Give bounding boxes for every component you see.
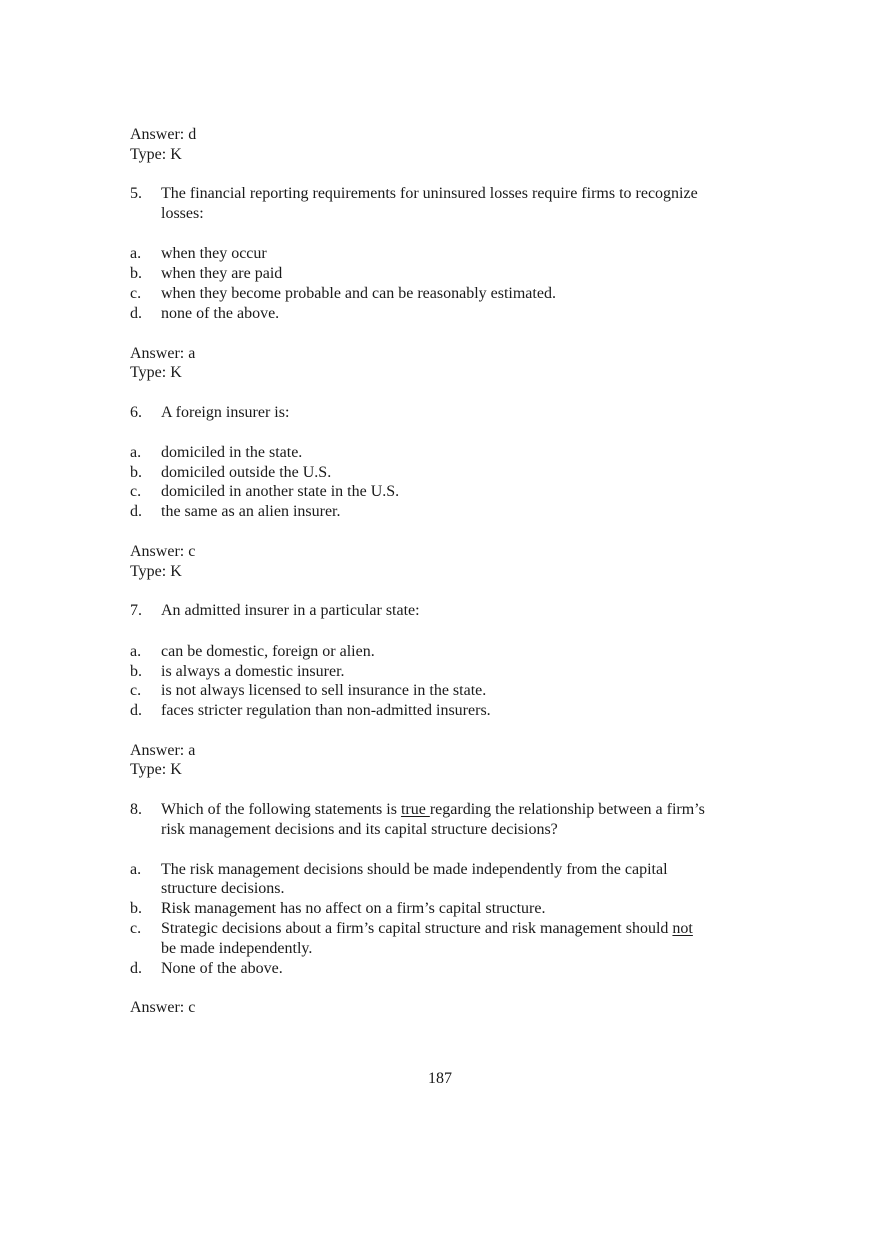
question-8-number: 8. xyxy=(130,801,142,818)
question-5-number: 5. xyxy=(130,185,142,202)
q7-option-c-letter: c. xyxy=(130,682,142,699)
q7-option-a-letter: a. xyxy=(130,643,142,660)
type-q6: Type: K xyxy=(130,563,182,580)
q8-option-c xyxy=(161,919,693,939)
q7-option-d-letter: d. xyxy=(130,702,142,719)
q8-option-d: None of the above. xyxy=(161,960,283,977)
q8-option-c-emphasis-not: not xyxy=(672,920,693,937)
q5-option-d-letter: d. xyxy=(130,305,142,322)
q7-option-b-letter: b. xyxy=(130,663,142,680)
question-7-text: An admitted insurer in a particular state: xyxy=(161,602,420,619)
q6-option-a: domiciled in the state. xyxy=(161,444,303,461)
q8-option-a: The risk management decisions should be made independently from the capital xyxy=(161,861,668,878)
answer-q6: Answer: c xyxy=(130,543,196,560)
question-7-number: 7. xyxy=(130,602,142,619)
q6-option-c-letter: c. xyxy=(130,483,142,500)
answer-q7: Answer: a xyxy=(130,742,196,759)
answer-q8: Answer: c xyxy=(130,999,196,1016)
q8-option-c-text: Strategic decisions about a firm’s capital structure and risk management should xyxy=(161,920,673,937)
q7-option-c: is not always licensed to sell insurance in the state. xyxy=(161,682,487,699)
q8-option-c-line-2: be made independently. xyxy=(161,940,313,957)
page-number: 187 xyxy=(428,1070,452,1087)
q7-option-d: faces stricter regulation than non-admitted insurers. xyxy=(161,702,491,719)
type-q7: Type: K xyxy=(130,761,182,778)
q5-option-a: when they occur xyxy=(161,245,267,262)
q6-option-c: domiciled in another state in the U.S. xyxy=(161,483,400,500)
q8-option-a-letter: a. xyxy=(130,861,142,878)
answer-q5: Answer: a xyxy=(130,345,196,362)
q6-option-b-letter: b. xyxy=(130,464,142,481)
q7-option-a: can be domestic, foreign or alien. xyxy=(161,643,375,660)
q5-option-c-letter: c. xyxy=(130,285,142,302)
question-8-text-pre: Which of the following statements is xyxy=(161,801,401,818)
question-8-text-post: regarding the relationship between a firm’s xyxy=(429,801,705,818)
question-5-text-line-2: losses: xyxy=(161,205,204,222)
q8-option-c-letter: c. xyxy=(130,920,142,937)
q5-option-c: when they become probable and can be reasonably estimated. xyxy=(161,285,556,302)
q6-option-d-letter: d. xyxy=(130,503,142,520)
q6-option-b: domiciled outside the U.S. xyxy=(161,464,332,481)
question-8-emphasis-true: true xyxy=(400,801,430,818)
q8-option-d-letter: d. xyxy=(130,960,142,977)
q7-option-b: is always a domestic insurer. xyxy=(161,663,345,680)
q6-option-d: the same as an alien insurer. xyxy=(161,503,341,520)
q5-option-b: when they are paid xyxy=(161,265,283,282)
question-8-text-line-1 xyxy=(161,800,705,820)
question-5-text-line-1: The financial reporting requirements for uninsured losses require firms to recognize xyxy=(161,185,698,202)
question-6-text: A foreign insurer is: xyxy=(161,404,290,421)
type-q4: Type: K xyxy=(130,146,182,163)
q8-option-b: Risk management has no affect on a firm’s capital structure. xyxy=(161,900,546,917)
q5-option-a-letter: a. xyxy=(130,245,142,262)
q6-option-a-letter: a. xyxy=(130,444,142,461)
type-q5: Type: K xyxy=(130,364,182,381)
question-8-text-line-2: risk management decisions and its capital structure decisions? xyxy=(161,821,558,838)
q8-option-b-letter: b. xyxy=(130,900,142,917)
q5-option-b-letter: b. xyxy=(130,265,142,282)
answer-q4: Answer: d xyxy=(130,126,197,143)
question-6-number: 6. xyxy=(130,404,142,421)
q8-option-a-line-2: structure decisions. xyxy=(161,880,285,897)
q5-option-d: none of the above. xyxy=(161,305,280,322)
